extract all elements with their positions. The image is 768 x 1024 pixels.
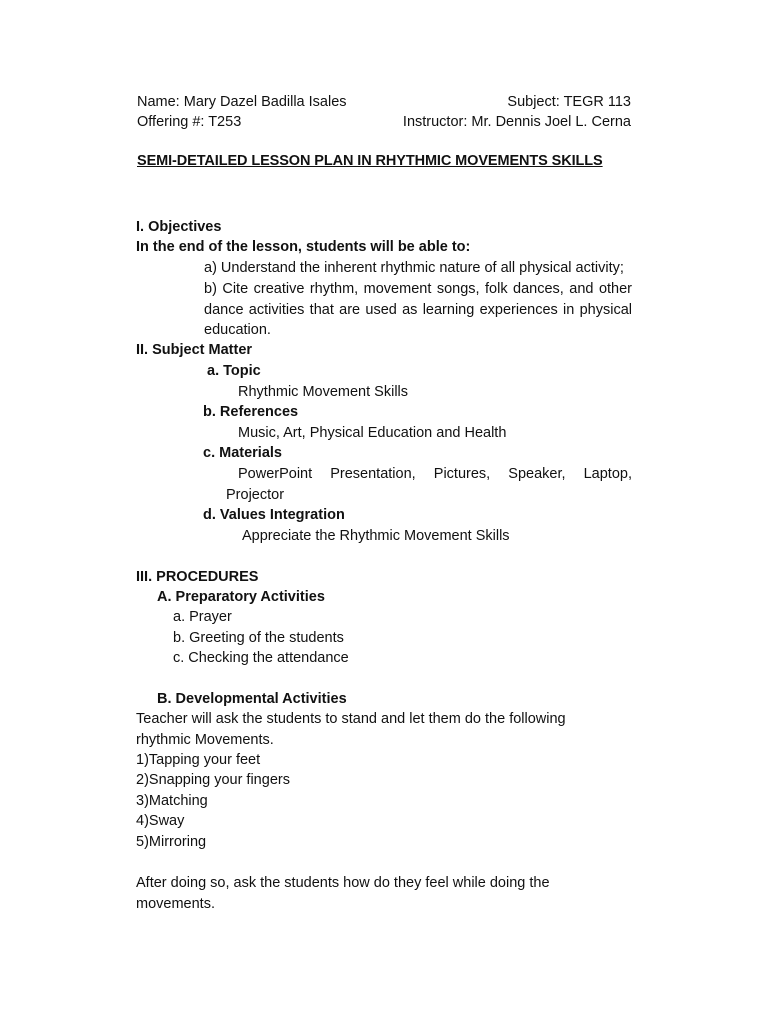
instructor-name: Instructor: Mr. Dennis Joel L. Cerna (402, 114, 631, 130)
offering-number: Offering #: T253 (137, 114, 242, 130)
objective-b: b) Cite creative rhythm, movement songs, folk dances, and other dance activities that are used as learning experiences in physical education. (204, 281, 632, 338)
materials-value: PowerPoint Presentation, Pictures, Speaker, Laptop, Projector (226, 466, 632, 503)
list-item: 3)Matching (136, 793, 208, 809)
list-item: c. Checking the attendance (173, 650, 349, 666)
objective-a: a) Understand the inherent rhythmic nature of all physical activity; (204, 260, 624, 276)
topic-value: Rhythmic Movement Skills (238, 384, 409, 400)
references-value: Music, Art, Physical Education and Health (238, 425, 507, 441)
list-item: a. Prayer (173, 609, 232, 625)
developmental-heading: B. Developmental Activities (157, 691, 347, 707)
objectives-heading: I. Objectives (136, 219, 222, 235)
values-label: d. Values Integration (203, 507, 345, 523)
developmental-intro: Teacher will ask the students to stand and let them do the following rhythmic Movements. (136, 711, 566, 748)
list-item: 2)Snapping your fingers (136, 772, 290, 788)
developmental-closing: After doing so, ask the students how do they feel while doing the movements. (136, 875, 550, 912)
objectives-intro: In the end of the lesson, students will be able to: (136, 239, 471, 255)
values-value: Appreciate the Rhythmic Movement Skills (242, 528, 510, 544)
subject-code: Subject: TEGR 113 (507, 94, 631, 110)
procedures-heading: III. PROCEDURES (136, 569, 259, 585)
list-item: 4)Sway (136, 813, 185, 829)
references-label: b. References (203, 404, 299, 420)
list-item: 1)Tapping your feet (136, 752, 261, 768)
page-title: SEMI-DETAILED LESSON PLAN IN RHYTHMIC MOVEMENTS SKILLS (137, 153, 603, 169)
subject-matter-heading: II. Subject Matter (136, 342, 253, 358)
preparatory-heading: A. Preparatory Activities (157, 589, 325, 605)
list-item: 5)Mirroring (136, 834, 207, 850)
topic-label: a. Topic (207, 363, 261, 379)
student-name: Name: Mary Dazel Badilla Isales (137, 94, 347, 110)
list-item: b. Greeting of the students (173, 630, 344, 646)
materials-label: c. Materials (203, 445, 282, 461)
